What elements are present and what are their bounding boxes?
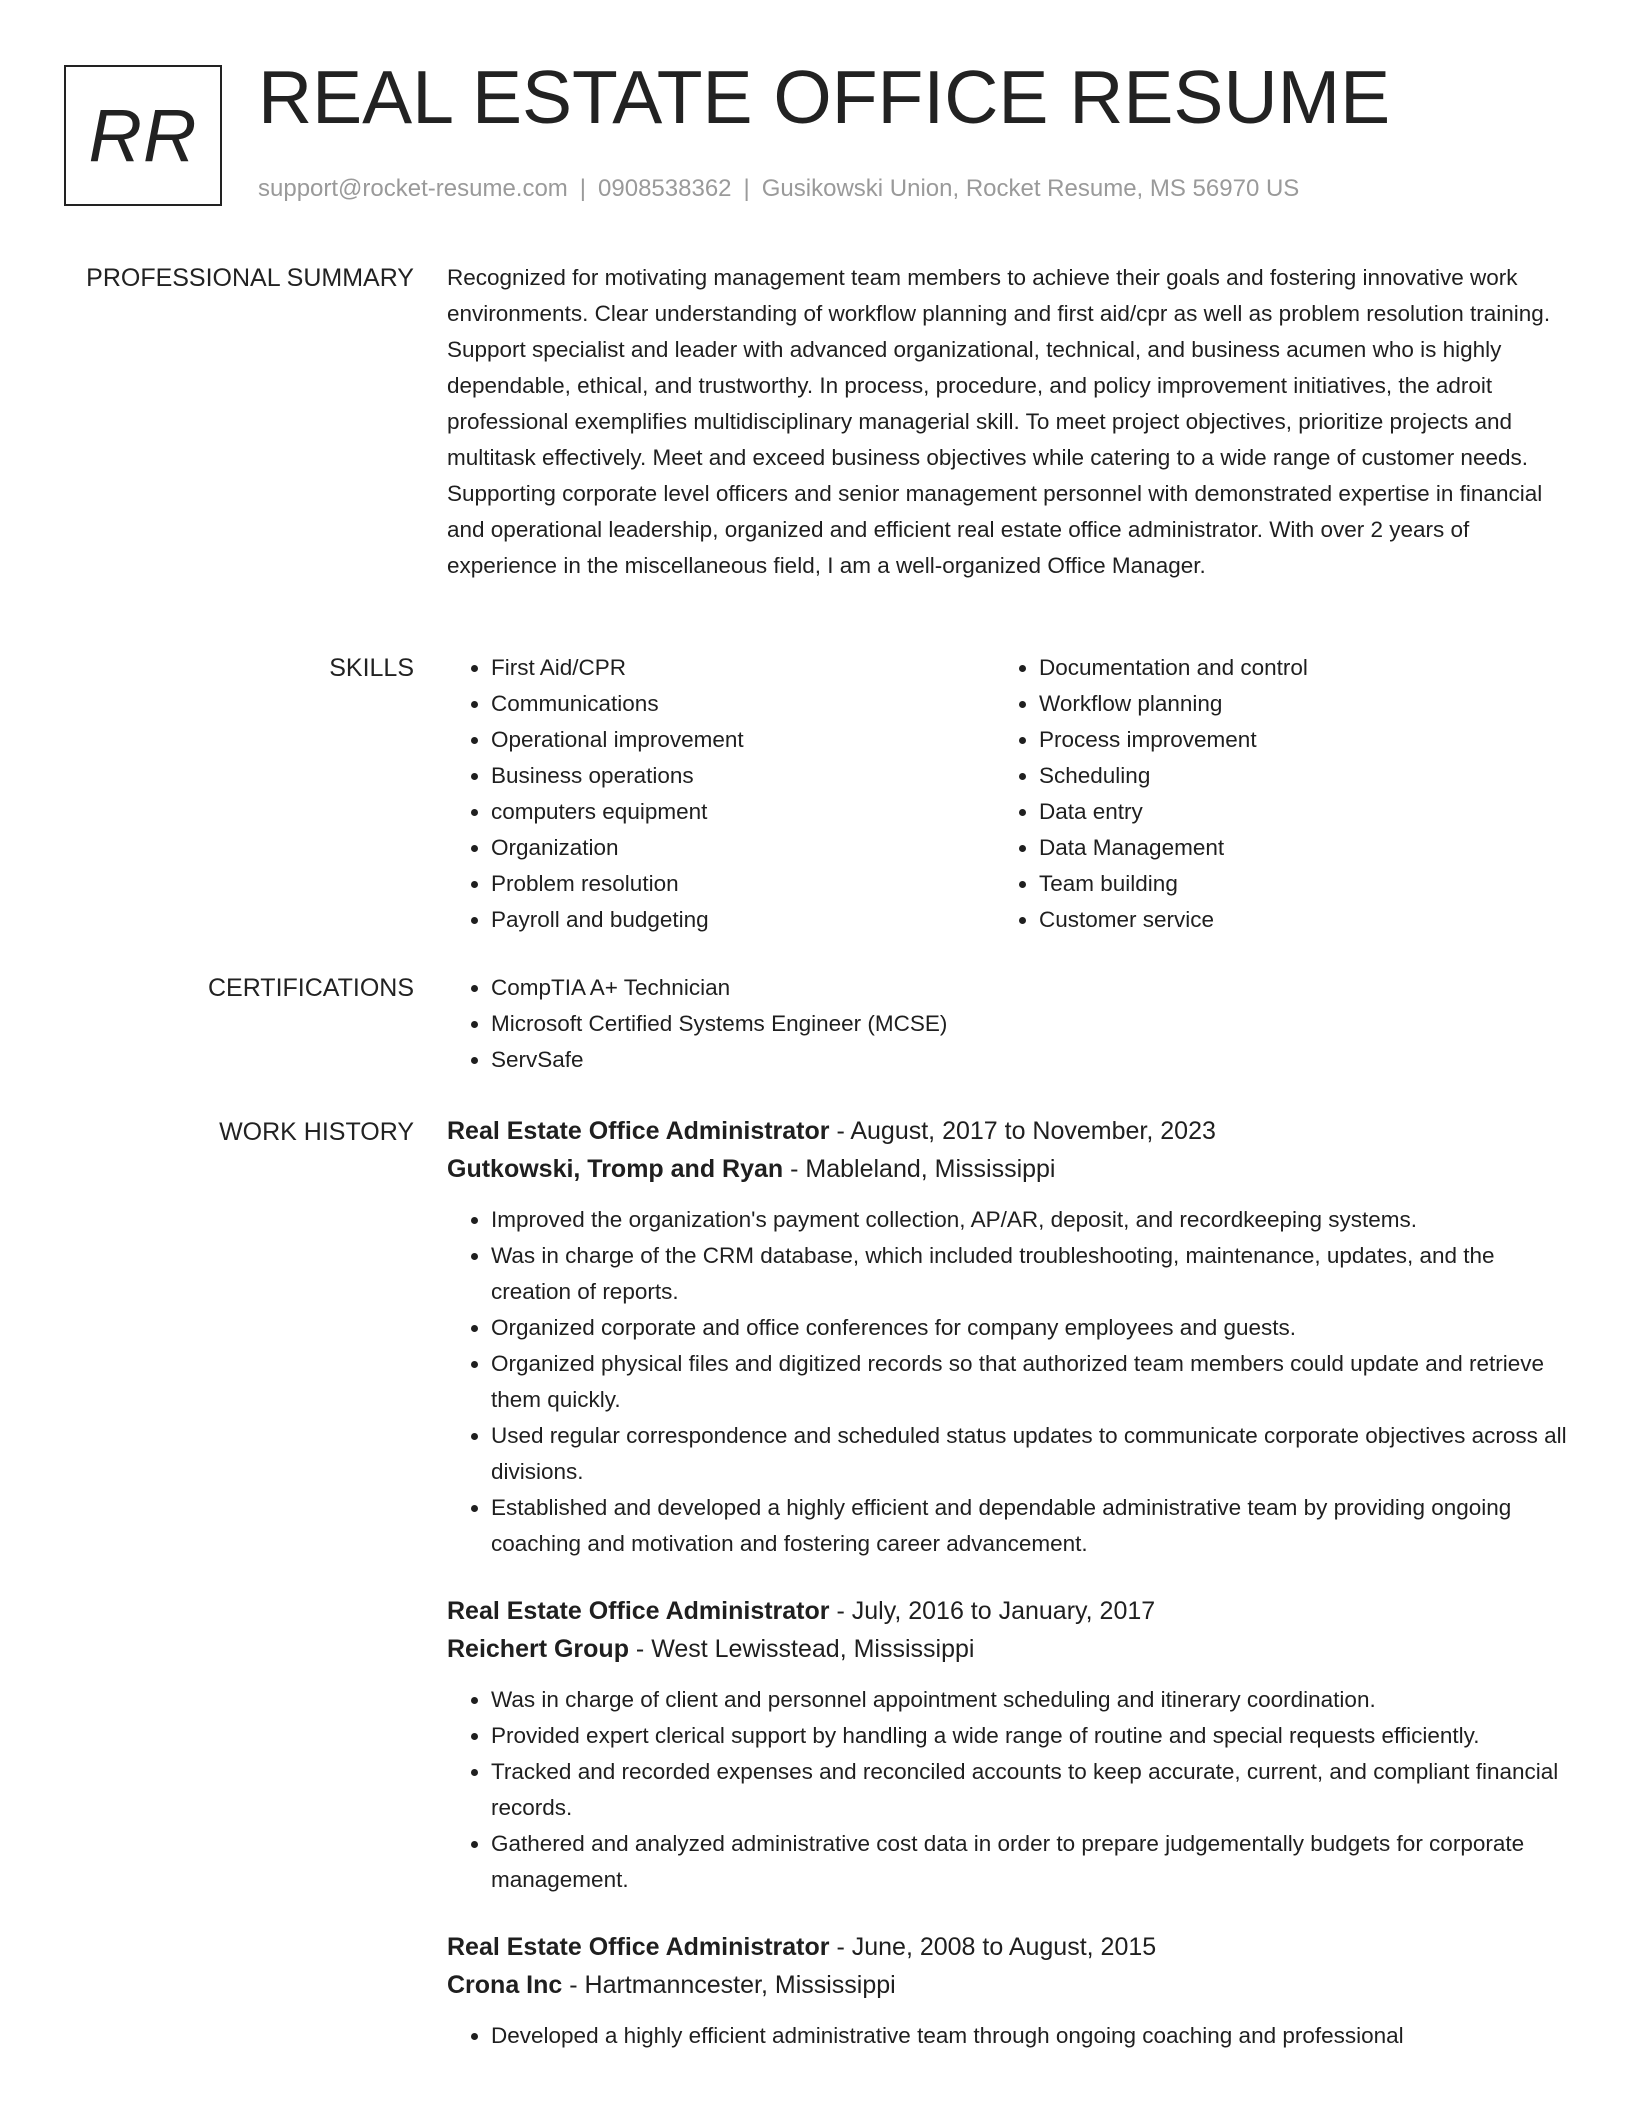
list-item: • Business operations bbox=[491, 758, 995, 794]
job-title-line bbox=[447, 1112, 1567, 1150]
job-location: - Hartmanncester, Mississippi bbox=[562, 1971, 896, 1999]
skills-list-right bbox=[995, 650, 1543, 938]
skills-grid bbox=[447, 650, 1567, 938]
list-item: • Organized corporate and office conferences for company employees and guests. bbox=[491, 1310, 1567, 1346]
monogram-logo: RR bbox=[64, 65, 222, 206]
list-item: • Customer service bbox=[1039, 902, 1543, 938]
job-bullets bbox=[447, 1202, 1567, 1562]
contact-phone[interactable]: 0908538362 bbox=[598, 175, 732, 202]
certifications-body bbox=[447, 970, 1567, 1078]
job-location: - West Lewisstead, Mississippi bbox=[628, 1635, 975, 1663]
list-item: • First Aid/CPR bbox=[491, 650, 995, 686]
summary-text: Recognized for motivating management team members to achieve their goals and fostering innovative work environments. Clear understanding of workflow planning and first aid/cpr as well as problem resolution training. Support specialist and leader with advanced organizational, technical, and business acumen who is highly dependable, ethical, and trustworthy. In process, procedure, and policy improvement initiatives, the adroit professional exemplifies multidisciplinary managerial skill. To meet project objectives, prioritize projects and multitask effectively. Meet and exceed business objectives while catering to a wide range of customer needs. Supporting corporate level officers and senior management personnel with demonstrated expertise in financial and operational leadership, organized and efficient real estate office administrator. With over 2 years of experience in the miscellaneous field, I am a well-organized Office Manager. bbox=[447, 265, 1551, 578]
summary-body bbox=[447, 260, 1567, 584]
resume-title: REAL ESTATE OFFICE RESUME bbox=[258, 55, 1391, 139]
job-bullets bbox=[447, 1682, 1567, 1898]
list-item: • Team building bbox=[1039, 866, 1543, 902]
list-item: • computers equipment bbox=[491, 794, 995, 830]
list-item: • Gathered and analyzed administrative cost data in order to prepare judgementally budgets for corporate management. bbox=[491, 1826, 1567, 1898]
job-company: Reichert Group bbox=[447, 1635, 629, 1663]
job-entry bbox=[447, 1928, 1567, 2054]
list-item: • Organization bbox=[491, 830, 995, 866]
list-item: • Operational improvement bbox=[491, 722, 995, 758]
section-label-work-history: WORK HISTORY bbox=[219, 1118, 414, 1146]
list-item: • Was in charge of the CRM database, which included troubleshooting, maintenance, updates, and the creation of reports. bbox=[491, 1238, 1567, 1310]
job-company-line bbox=[447, 1150, 1567, 1188]
skills-list-left bbox=[447, 650, 995, 938]
section-label-summary: PROFESSIONAL SUMMARY bbox=[86, 264, 414, 292]
job-bullets bbox=[447, 2018, 1567, 2054]
job-title: Real Estate Office Administrator bbox=[447, 1597, 830, 1625]
job-title: Real Estate Office Administrator bbox=[447, 1933, 830, 1961]
contact-separator: | bbox=[743, 175, 750, 202]
list-item: • Organized physical files and digitized records so that authorized team members could update and retrieve them quickly. bbox=[491, 1346, 1567, 1418]
list-item: • Developed a highly efficient administrative team through ongoing coaching and professional bbox=[491, 2018, 1567, 2054]
list-item: • Data Management bbox=[1039, 830, 1543, 866]
contact-address: Gusikowski Union, Rocket Resume, MS 56970 US bbox=[761, 175, 1300, 202]
section-label-certifications: CERTIFICATIONS bbox=[207, 974, 414, 1002]
skills-column-left bbox=[447, 650, 995, 938]
contact-email[interactable]: support@rocket-resume.com bbox=[258, 175, 568, 202]
job-company: Gutkowski, Tromp and Ryan bbox=[447, 1155, 784, 1183]
job-company: Crona Inc bbox=[447, 1971, 563, 1999]
job-entry bbox=[447, 1592, 1567, 1898]
list-item: • Tracked and recorded expenses and reconciled accounts to keep accurate, current, and compliant financial records. bbox=[491, 1754, 1567, 1826]
list-item: • Provided expert clerical support by handling a wide range of routine and special requests efficiently. bbox=[491, 1718, 1567, 1754]
job-title: Real Estate Office Administrator bbox=[447, 1117, 830, 1145]
list-item: • Workflow planning bbox=[1039, 686, 1543, 722]
job-title-line bbox=[447, 1592, 1567, 1630]
list-item: • Used regular correspondence and scheduled status updates to communicate corporate objectives across all divisions. bbox=[491, 1418, 1567, 1490]
section-label-skills: SKILLS bbox=[329, 654, 414, 682]
list-item: • Was in charge of client and personnel appointment scheduling and itinerary coordination. bbox=[491, 1682, 1567, 1718]
job-location: - Mableland, Mississippi bbox=[783, 1155, 1056, 1183]
job-title-line bbox=[447, 1928, 1567, 1966]
list-item: • Established and developed a highly efficient and dependable administrative team by providing ongoing coaching and motivation and fostering career advancement. bbox=[491, 1490, 1567, 1562]
job-dates: - July, 2016 to January, 2017 bbox=[829, 1597, 1156, 1625]
job-dates: - August, 2017 to November, 2023 bbox=[829, 1117, 1216, 1145]
job-dates: - June, 2008 to August, 2015 bbox=[829, 1933, 1157, 1961]
list-item: • Communications bbox=[491, 686, 995, 722]
list-item: • Documentation and control bbox=[1039, 650, 1543, 686]
list-item: • Microsoft Certified Systems Engineer (MCSE) bbox=[491, 1006, 1567, 1042]
list-item: • Scheduling bbox=[1039, 758, 1543, 794]
skills-body bbox=[447, 650, 1567, 938]
list-item: • Problem resolution bbox=[491, 866, 995, 902]
job-entry bbox=[447, 1112, 1567, 1562]
job-company-line bbox=[447, 1966, 1567, 2004]
list-item: • CompTIA A+ Technician bbox=[491, 970, 1567, 1006]
list-item: • Improved the organization's payment collection, AP/AR, deposit, and recordkeeping systems. bbox=[491, 1202, 1567, 1238]
list-item: • ServSafe bbox=[491, 1042, 1567, 1078]
work-history-body bbox=[447, 1112, 1567, 2084]
certifications-list bbox=[447, 970, 1567, 1078]
skills-column-right bbox=[995, 650, 1543, 938]
contact-line bbox=[258, 175, 1299, 203]
list-item: • Data entry bbox=[1039, 794, 1543, 830]
contact-separator: | bbox=[579, 175, 587, 202]
job-company-line bbox=[447, 1630, 1567, 1668]
list-item: • Payroll and budgeting bbox=[491, 902, 995, 938]
list-item: • Process improvement bbox=[1039, 722, 1543, 758]
